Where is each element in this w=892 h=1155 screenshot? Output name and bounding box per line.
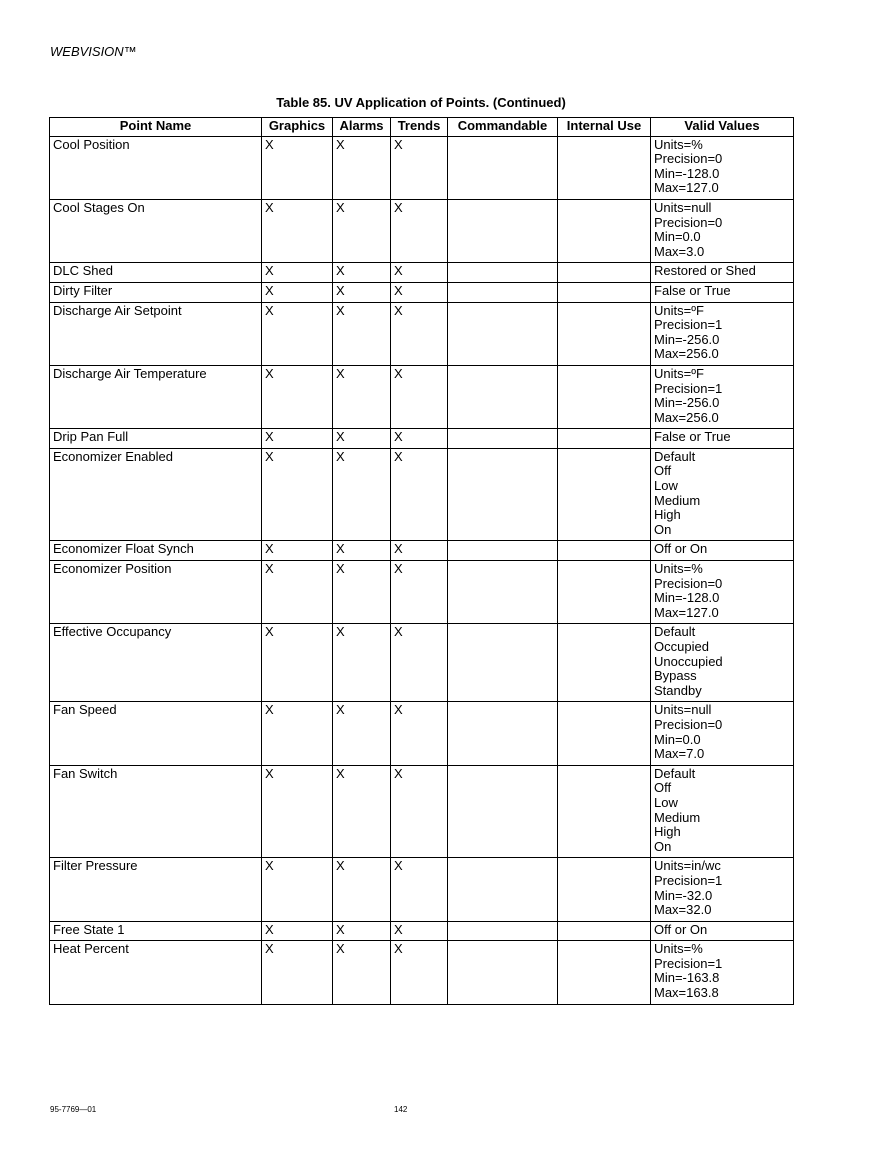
point-name-cell: Filter Pressure [50,858,262,921]
valid-value-line: Max=32.0 [654,902,712,918]
valid-value-line: Occupied [654,639,709,654]
valid-value-line: Off [654,780,672,796]
valid-value-line: Max=127.0 [654,604,719,620]
valid-value-line: Min=0.0 [654,731,701,747]
valid-values-cell [651,921,794,941]
trends-cell: X [391,921,448,941]
alarms-cell: X [333,199,391,262]
commandable-cell [448,541,558,561]
alarms-cell: X [333,702,391,765]
graphics-cell: X [262,448,333,541]
valid-value-line: Default [654,624,696,640]
valid-value-line: Max=3.0 [654,243,705,259]
column-header-internal-use: Internal Use [558,118,651,137]
valid-value-line: Off [654,463,672,479]
commandable-cell [448,448,558,541]
valid-value-line: High [654,507,681,523]
commandable-cell [448,365,558,428]
column-header-valid-values: Valid Values [651,118,794,137]
valid-value-line: High [654,824,681,840]
alarms-cell: X [333,624,391,702]
table-row [50,282,794,302]
valid-value-line: Bypass [654,668,697,684]
internal-use-cell [558,941,651,1004]
valid-value-line: Unoccupied [654,653,723,669]
valid-value-line: Low [654,794,678,810]
valid-value-line: Standby [654,682,702,698]
commandable-cell [448,136,558,199]
valid-values-cell [651,365,794,428]
table-row [50,302,794,365]
point-name-cell: Cool Stages On [50,199,262,262]
internal-use-cell [558,199,651,262]
valid-value-line: Min=-163.8 [654,970,720,986]
valid-values-cell [651,765,794,858]
internal-use-cell [558,302,651,365]
document-header: WEBVISION™ [50,44,137,59]
alarms-cell: X [333,263,391,283]
table-row [50,921,794,941]
alarms-cell: X [333,136,391,199]
commandable-cell [448,561,558,624]
internal-use-cell [558,858,651,921]
column-header-graphics: Graphics [262,118,333,137]
valid-value-line: Units=ºF [654,302,704,318]
commandable-cell [448,624,558,702]
internal-use-cell [558,365,651,428]
alarms-cell: X [333,921,391,941]
point-name-cell: Cool Position [50,136,262,199]
valid-value-line: Default [654,448,696,464]
trends-cell: X [391,136,448,199]
trends-cell: X [391,541,448,561]
alarms-cell: X [333,429,391,449]
trends-cell: X [391,365,448,428]
trends-cell: X [391,858,448,921]
point-name-cell: Fan Speed [50,702,262,765]
table-row [50,858,794,921]
graphics-cell: X [262,199,333,262]
valid-value-line: Max=256.0 [654,346,719,362]
valid-values-cell [651,282,794,302]
document-number: 95-7769—01 [50,1105,97,1114]
valid-value-line: False or True [654,282,731,298]
point-name-cell: Discharge Air Setpoint [50,302,262,365]
valid-value-line: Units=% [654,941,703,957]
alarms-cell: X [333,365,391,428]
internal-use-cell [558,561,651,624]
table-row [50,765,794,858]
page-number: 142 [394,1105,408,1114]
point-name-cell: Economizer Position [50,561,262,624]
valid-values-cell [651,541,794,561]
valid-values-cell [651,136,794,199]
graphics-cell: X [262,136,333,199]
graphics-cell: X [262,921,333,941]
graphics-cell: X [262,858,333,921]
valid-values-cell [651,448,794,541]
valid-value-line: Units=% [654,136,703,152]
internal-use-cell [558,136,651,199]
internal-use-cell [558,702,651,765]
points-table [49,117,794,1005]
valid-value-line: Precision=1 [654,955,723,971]
commandable-cell [448,858,558,921]
valid-value-line: Max=127.0 [654,180,719,196]
point-name-cell: Economizer Float Synch [50,541,262,561]
table-header-row [50,118,794,137]
alarms-cell: X [333,941,391,1004]
table-row [50,448,794,541]
internal-use-cell [558,282,651,302]
point-name-cell: Heat Percent [50,941,262,1004]
table-row [50,941,794,1004]
trends-cell: X [391,282,448,302]
table-row [50,136,794,199]
trends-cell: X [391,702,448,765]
valid-value-line: Restored or Shed [654,263,756,279]
internal-use-cell [558,263,651,283]
table-caption: Table 85. UV Application of Points. (Continued) [276,95,566,110]
column-header-trends: Trends [391,118,448,137]
valid-value-line: Min=0.0 [654,229,701,245]
table-row [50,702,794,765]
valid-value-line: Units=in/wc [654,858,721,874]
valid-values-cell [651,858,794,921]
trends-cell: X [391,624,448,702]
valid-value-line: Off or On [654,541,708,557]
alarms-cell: X [333,858,391,921]
valid-values-cell [651,941,794,1004]
valid-value-line: On [654,838,672,854]
alarms-cell: X [333,561,391,624]
valid-value-line: On [654,521,672,537]
commandable-cell [448,765,558,858]
trends-cell: X [391,941,448,1004]
valid-value-line: Precision=1 [654,380,723,396]
graphics-cell: X [262,765,333,858]
alarms-cell: X [333,302,391,365]
valid-value-line: Min=-256.0 [654,331,720,347]
graphics-cell: X [262,541,333,561]
valid-values-cell [651,429,794,449]
point-name-cell: DLC Shed [50,263,262,283]
trends-cell: X [391,302,448,365]
column-header-alarms: Alarms [333,118,391,137]
table-row [50,199,794,262]
table-row [50,429,794,449]
graphics-cell: X [262,561,333,624]
column-header-point-name: Point Name [50,118,262,137]
trends-cell: X [391,448,448,541]
table-row [50,365,794,428]
point-name-cell: Free State 1 [50,921,262,941]
point-name-cell: Drip Pan Full [50,429,262,449]
commandable-cell [448,302,558,365]
alarms-cell: X [333,765,391,858]
valid-values-cell [651,561,794,624]
valid-value-line: Precision=1 [654,317,723,333]
valid-value-line: Low [654,478,678,494]
alarms-cell: X [333,448,391,541]
valid-value-line: Max=256.0 [654,409,719,425]
graphics-cell: X [262,263,333,283]
valid-values-cell [651,702,794,765]
trends-cell: X [391,263,448,283]
valid-values-cell [651,624,794,702]
graphics-cell: X [262,302,333,365]
valid-value-line: Precision=1 [654,872,723,888]
graphics-cell: X [262,282,333,302]
internal-use-cell [558,429,651,449]
trends-cell: X [391,561,448,624]
point-name-cell: Economizer Enabled [50,448,262,541]
valid-value-line: Medium [654,492,701,508]
valid-value-line: Min=-32.0 [654,887,713,903]
valid-value-line: Medium [654,809,701,825]
commandable-cell [448,429,558,449]
graphics-cell: X [262,941,333,1004]
graphics-cell: X [262,429,333,449]
table-row [50,624,794,702]
commandable-cell [448,702,558,765]
table-row [50,561,794,624]
column-header-commandable: Commandable [448,118,558,137]
valid-value-line: Units=null [654,199,712,215]
valid-values-cell [651,199,794,262]
valid-value-line: Default [654,765,696,781]
table-row [50,263,794,283]
internal-use-cell [558,541,651,561]
point-name-cell: Dirty Filter [50,282,262,302]
valid-value-line: Max=163.8 [654,985,719,1001]
graphics-cell: X [262,365,333,428]
point-name-cell: Effective Occupancy [50,624,262,702]
commandable-cell [448,941,558,1004]
alarms-cell: X [333,282,391,302]
commandable-cell [448,282,558,302]
valid-values-cell [651,263,794,283]
valid-value-line: Min=-256.0 [654,395,720,411]
valid-value-line: Units=ºF [654,365,704,381]
valid-value-line: Precision=0 [654,214,723,230]
internal-use-cell [558,765,651,858]
valid-value-line: Off or On [654,921,708,937]
valid-value-line: Precision=0 [654,151,723,167]
commandable-cell [448,263,558,283]
trends-cell: X [391,765,448,858]
valid-value-line: Units=null [654,702,712,718]
graphics-cell: X [262,702,333,765]
table-row [50,541,794,561]
graphics-cell: X [262,624,333,702]
valid-value-line: Precision=0 [654,716,723,732]
valid-value-line: Units=% [654,561,703,577]
commandable-cell [448,921,558,941]
valid-value-line: Min=-128.0 [654,590,720,606]
internal-use-cell [558,448,651,541]
commandable-cell [448,199,558,262]
internal-use-cell [558,624,651,702]
valid-values-cell [651,302,794,365]
table-body [50,136,794,1004]
trends-cell: X [391,199,448,262]
alarms-cell: X [333,541,391,561]
valid-value-line: Max=7.0 [654,746,705,762]
internal-use-cell [558,921,651,941]
valid-value-line: False or True [654,429,731,445]
valid-value-line: Min=-128.0 [654,165,720,181]
point-name-cell: Fan Switch [50,765,262,858]
valid-value-line: Precision=0 [654,575,723,591]
point-name-cell: Discharge Air Temperature [50,365,262,428]
trends-cell: X [391,429,448,449]
